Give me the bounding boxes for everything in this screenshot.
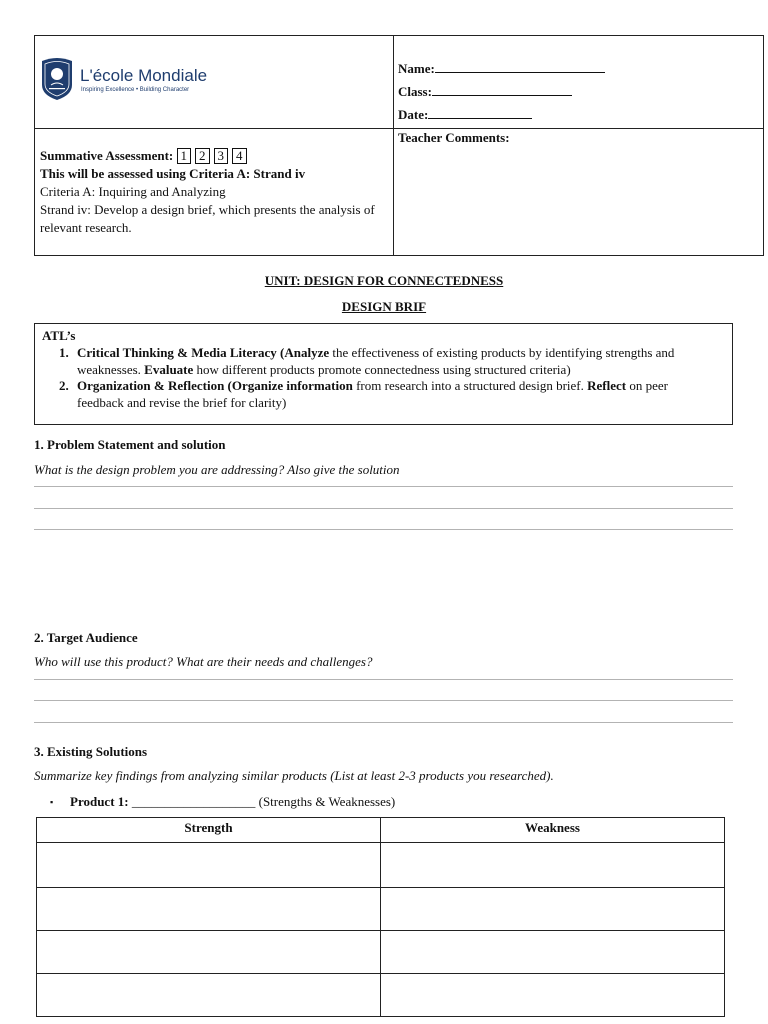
date-label: Date:	[398, 107, 429, 122]
section-3-prompt: Summarize key findings from analyzing similar products (List at least 2-3 products you researched).	[34, 768, 554, 783]
answer-line[interactable]	[34, 486, 733, 487]
section-2-heading: 2. Target Audience	[34, 630, 138, 645]
atl-item-line2: feedback and revise the brief for clarity)	[77, 395, 287, 410]
summative-assessment	[40, 148, 251, 164]
summative-label: Summative Assessment:	[40, 148, 174, 163]
answer-line[interactable]	[34, 529, 733, 530]
section-1-heading: 1. Problem Statement and solution	[34, 437, 226, 452]
atl-item-rest: on peer	[626, 378, 668, 393]
product-1-label: Product 1:	[70, 794, 129, 809]
date-blank[interactable]	[428, 106, 532, 119]
document-title: DESIGN BRIF	[341, 299, 427, 314]
atl-item-bold: Reflect	[587, 378, 627, 393]
teacher-comments-label: Teacher Comments:	[398, 130, 510, 145]
atl-item-bold: Critical Thinking & Media Literacy (Analyze	[77, 345, 330, 360]
strand-line-1: Strand iv: Develop a design brief, which presents the analysis of	[40, 202, 375, 217]
class-field[interactable]	[398, 83, 572, 100]
name-field[interactable]	[398, 60, 605, 77]
answer-line[interactable]	[34, 508, 733, 509]
school-tagline: Inspiring Excellence • Building Character	[81, 87, 190, 93]
bullet-icon: ▪	[50, 797, 54, 807]
atl-item-rest: how different products promote connectedness using structured criteria)	[193, 362, 571, 377]
school-crest-icon	[40, 57, 74, 101]
section-2-prompt: Who will use this product? What are their needs and challenges?	[34, 654, 373, 669]
answer-line[interactable]	[34, 700, 733, 701]
atl-item-text	[77, 377, 717, 411]
product-1-blank[interactable]: ___________________	[128, 794, 259, 809]
table-header-weakness: Weakness	[525, 820, 580, 835]
assessed-line: This will be assessed using Criteria A: Strand iv	[40, 166, 306, 181]
class-blank[interactable]	[432, 83, 572, 96]
atl-item-bold: Evaluate	[144, 362, 194, 377]
atl-item	[59, 344, 719, 378]
strand-line-2: relevant research.	[40, 220, 132, 235]
assessment-box-4[interactable]: 4	[232, 148, 247, 164]
table-row-divider	[37, 887, 724, 888]
header-divider-vertical	[393, 36, 394, 255]
table-header-strength: Strength	[184, 820, 233, 835]
atl-item-rest: the effectiveness of existing products by identifying strengths and	[329, 345, 675, 360]
atl-title: ATL’s	[42, 328, 76, 343]
atl-item-number: 2.	[59, 378, 69, 393]
table-row-divider	[37, 973, 724, 974]
atl-box	[34, 323, 733, 425]
product-1-text	[70, 794, 395, 810]
class-label: Class:	[398, 84, 432, 99]
table-row-divider	[37, 930, 724, 931]
product-1-suffix: (Strengths & Weaknesses)	[258, 794, 396, 809]
name-label: Name:	[398, 61, 435, 76]
name-blank[interactable]	[435, 60, 605, 73]
section-3-heading: 3. Existing Solutions	[34, 744, 148, 759]
atl-item	[59, 377, 719, 411]
atl-item-bold: Organization & Reflection (Organize information	[77, 378, 353, 393]
unit-title: UNIT: DESIGN FOR CONNECTEDNESS	[264, 273, 504, 288]
table-column-divider	[380, 818, 381, 1016]
strength-weakness-table	[36, 817, 725, 1017]
assessment-box-3[interactable]: 3	[214, 148, 229, 164]
answer-line[interactable]	[34, 679, 733, 680]
school-logo	[40, 57, 230, 103]
header-divider-horizontal	[35, 128, 763, 129]
table-row-divider	[37, 842, 724, 843]
atl-item-rest: from research into a structured design brief.	[352, 378, 588, 393]
header-table	[34, 35, 764, 256]
atl-item-text	[77, 344, 717, 378]
atl-item-number: 1.	[59, 345, 69, 360]
assessment-box-2[interactable]: 2	[195, 148, 210, 164]
date-field[interactable]	[398, 106, 532, 123]
atl-item-pre: weaknesses.	[77, 362, 145, 377]
assessment-box-1[interactable]: 1	[177, 148, 192, 164]
section-1-prompt: What is the design problem you are addressing? Also give the solution	[34, 462, 400, 477]
criteria-line: Criteria A: Inquiring and Analyzing	[40, 184, 226, 199]
school-name: L'école Mondiale	[80, 66, 208, 85]
answer-line[interactable]	[34, 722, 733, 723]
